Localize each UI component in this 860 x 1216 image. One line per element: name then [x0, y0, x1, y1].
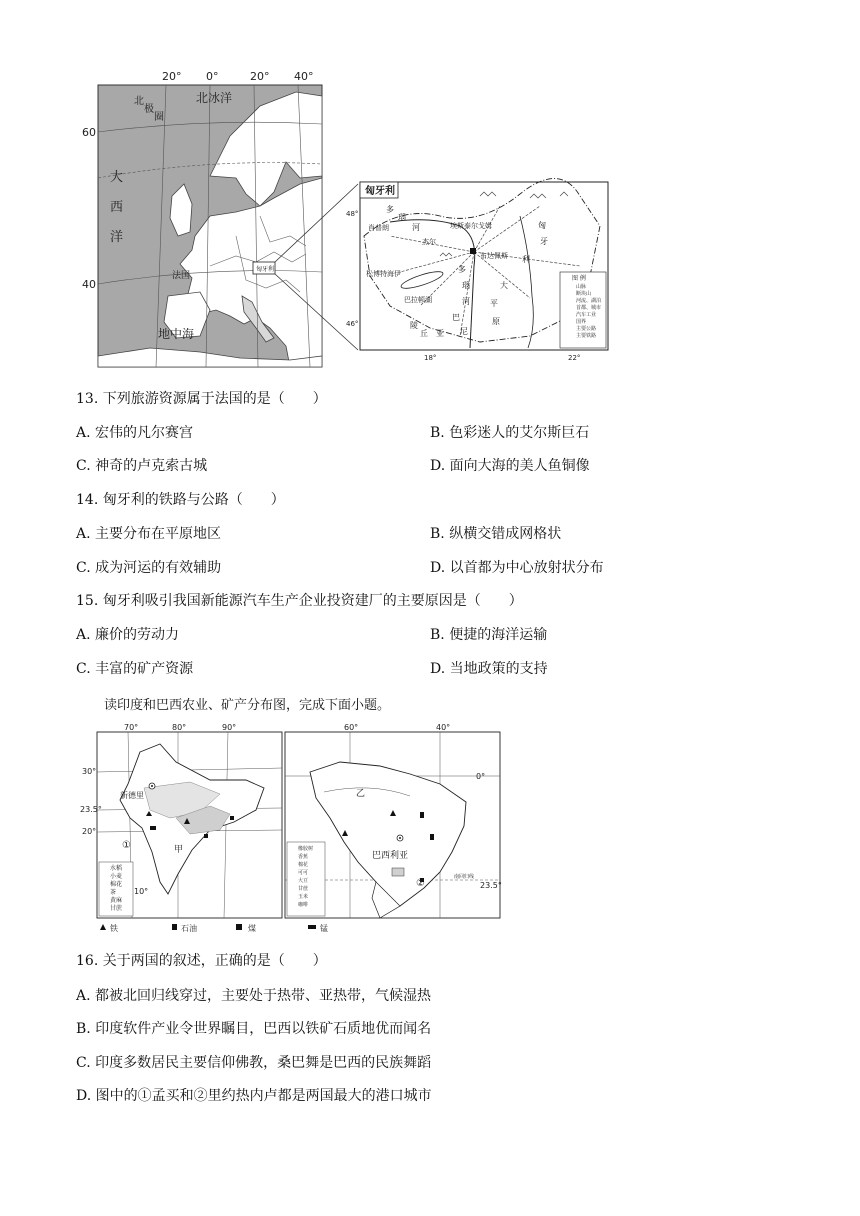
legend-item: 主要铁路: [576, 333, 597, 339]
atlantic-label: 洋: [110, 230, 124, 245]
svg-text:巴西利亚: 巴西利亚: [372, 851, 409, 861]
france-label: 法国: [172, 271, 191, 281]
q14-option-d[interactable]: D. 以首都为中心放射状分布: [430, 560, 604, 576]
region-char: 河: [412, 223, 420, 232]
question-14-stem: 14. 匈牙利的铁路与公路（ ）: [76, 492, 285, 508]
q13-option-a[interactable]: A. 宏伟的凡尔赛宫: [76, 425, 194, 441]
svg-text:70°: 70°: [124, 723, 139, 732]
arctic-circle-label: 圈: [154, 112, 164, 123]
region-char: 尼: [460, 327, 468, 336]
svg-text:40°: 40°: [436, 723, 451, 732]
svg-text:水稻: 水稻: [110, 865, 123, 872]
svg-text:乙: 乙: [356, 789, 366, 799]
inset-lat-tick: 48°: [346, 210, 359, 218]
map-intro-text: 读印度和巴西农业、矿产分布图，完成下面小题。: [104, 698, 391, 713]
place-label: 埃斯泰尔戈姆: [450, 222, 492, 230]
region-char: 大: [500, 281, 508, 290]
svg-text:新德里: 新德里: [120, 791, 144, 800]
svg-text:黄麻: 黄麻: [110, 897, 123, 904]
inset-lon-tick: 22°: [568, 354, 581, 362]
hungary-small-label: 匈牙利: [256, 266, 275, 273]
svg-text:80°: 80°: [172, 723, 187, 732]
q13-option-d[interactable]: D. 面向大海的美人鱼铜像: [430, 458, 590, 474]
svg-text:甘蔗: 甘蔗: [110, 905, 123, 912]
region-char: 巴: [452, 313, 460, 322]
place-label: 巴拉顿湖: [404, 296, 432, 304]
india-brazil-map: [80, 722, 510, 934]
svg-text:甲: 甲: [174, 845, 184, 855]
svg-text:香蕉: 香蕉: [298, 854, 309, 860]
inset-title: 匈牙利: [365, 186, 395, 197]
svg-text:②: ②: [416, 878, 425, 889]
atlantic-label: 西: [110, 200, 124, 215]
q15-option-d[interactable]: D. 当地政策的支持: [430, 661, 548, 677]
svg-text:图 例: 图 例: [572, 275, 586, 282]
svg-text:煤: 煤: [248, 924, 256, 933]
q16-option-a[interactable]: A. 都被北回归线穿过，主要处于热带、亚热带，气候湿热: [76, 988, 432, 1004]
svg-text:10°: 10°: [134, 887, 149, 896]
inset-lon-tick: 18°: [424, 354, 437, 362]
q15-option-b[interactable]: B. 便捷的海洋运输: [430, 627, 548, 643]
region-char: 多: [458, 265, 466, 274]
legend-item: 河流、湖泊: [576, 298, 602, 304]
svg-text:甘蔗: 甘蔗: [298, 886, 309, 892]
svg-text:0°: 0°: [476, 772, 486, 781]
q14-option-b[interactable]: B. 纵横交错成网格状: [430, 526, 562, 542]
question-16-stem: 16. 关于两国的叙述，正确的是（ ）: [76, 953, 327, 969]
region-char: 河: [462, 297, 470, 306]
svg-text:23.5°: 23.5°: [80, 805, 102, 814]
svg-text:锰: 锰: [320, 924, 328, 933]
legend-item: 首都、城市: [576, 305, 602, 311]
arctic-circle-label: 极: [144, 104, 154, 115]
svg-text:20°: 20°: [82, 827, 97, 836]
svg-text:30°: 30°: [82, 767, 97, 776]
europe-hungary-map: [60, 66, 620, 376]
q13-option-c[interactable]: C. 神奇的卢克索古城: [76, 458, 208, 474]
legend-item: 汽车工业: [576, 312, 597, 318]
q15-option-a[interactable]: A. 廉价的劳动力: [76, 627, 180, 643]
place-label: 松博特海伊: [366, 270, 401, 278]
region-char: 多: [386, 205, 394, 214]
place-label: 布达佩斯: [480, 252, 508, 260]
legend-item: 山脉: [576, 284, 587, 290]
svg-text:大豆: 大豆: [298, 878, 309, 884]
atlantic-label: 大: [110, 170, 124, 185]
place-label: 杰尔: [422, 238, 436, 246]
lon-tick: 40°: [294, 70, 314, 83]
svg-text:可可: 可可: [298, 870, 309, 876]
question-13-stem: 13. 下列旅游资源属于法国的是（ ）: [76, 391, 327, 407]
region-char: 瑙: [398, 213, 406, 222]
region-char: 匈: [538, 221, 546, 230]
svg-text:小麦: 小麦: [110, 873, 123, 880]
region-char: 陵: [410, 321, 418, 330]
region-char: 利: [522, 255, 530, 264]
q13-option-b[interactable]: B. 色彩迷人的艾尔斯巨石: [430, 425, 590, 441]
svg-text:咖啡: 咖啡: [298, 902, 309, 908]
q16-option-d[interactable]: D. 图中的①孟买和②里约热内卢都是两国最大的港口城市: [76, 1088, 432, 1104]
legend-item: 主要公路: [576, 326, 597, 332]
q15-option-c[interactable]: C. 丰富的矿产资源: [76, 661, 194, 677]
svg-text:南回归线: 南回归线: [454, 874, 475, 880]
q16-option-c[interactable]: C. 印度多数居民主要信仰佛教，桑巴舞是巴西的民族舞蹈: [76, 1055, 432, 1071]
lat-tick: 60: [82, 126, 96, 139]
region-char: 丘: [420, 329, 428, 338]
region-char: 平: [490, 299, 498, 308]
region-char: 亚: [436, 329, 444, 338]
svg-text:①: ①: [122, 840, 131, 851]
inset-lat-tick: 46°: [346, 320, 359, 328]
arctic-circle-label: 北: [134, 96, 144, 107]
budapest-marker: [470, 248, 476, 254]
svg-text:玉米: 玉米: [298, 894, 309, 900]
svg-text:棉花: 棉花: [298, 862, 309, 868]
q16-option-b[interactable]: B. 印度软件产业令世界瞩目，巴西以铁矿石质地优而闻名: [76, 1021, 432, 1037]
region-char: 牙: [540, 237, 548, 246]
svg-text:橡胶树: 橡胶树: [298, 846, 314, 852]
svg-text:石油: 石油: [181, 924, 197, 933]
svg-text:棉花: 棉花: [110, 881, 123, 888]
legend-item: 断块山: [576, 291, 592, 297]
region-char: 原: [492, 317, 500, 326]
region-char: 瑙: [462, 281, 470, 290]
question-15-stem: 15. 匈牙利吸引我国新能源汽车生产企业投资建厂的主要原因是（ ）: [76, 593, 523, 609]
svg-text:23.5°: 23.5°: [480, 881, 502, 890]
q14-option-a[interactable]: A. 主要分布在平原地区: [76, 526, 222, 542]
svg-text:茶: 茶: [110, 889, 117, 896]
hungary-inset: [346, 178, 608, 362]
lon-tick: 20°: [250, 70, 270, 83]
mediterranean-label: 地中海: [158, 327, 195, 341]
lon-tick: 0°: [206, 70, 219, 83]
svg-text:铁: 铁: [110, 924, 118, 933]
legend-item: 国界: [576, 319, 587, 325]
arctic-ocean-label: 北冰洋: [196, 91, 233, 105]
svg-text:60°: 60°: [344, 723, 359, 732]
lon-tick: 20°: [162, 70, 182, 83]
place-label: 肖普朗: [368, 224, 389, 232]
q14-option-c[interactable]: C. 成为河运的有效辅助: [76, 560, 222, 576]
svg-text:90°: 90°: [222, 723, 237, 732]
lat-tick: 40: [82, 278, 96, 291]
